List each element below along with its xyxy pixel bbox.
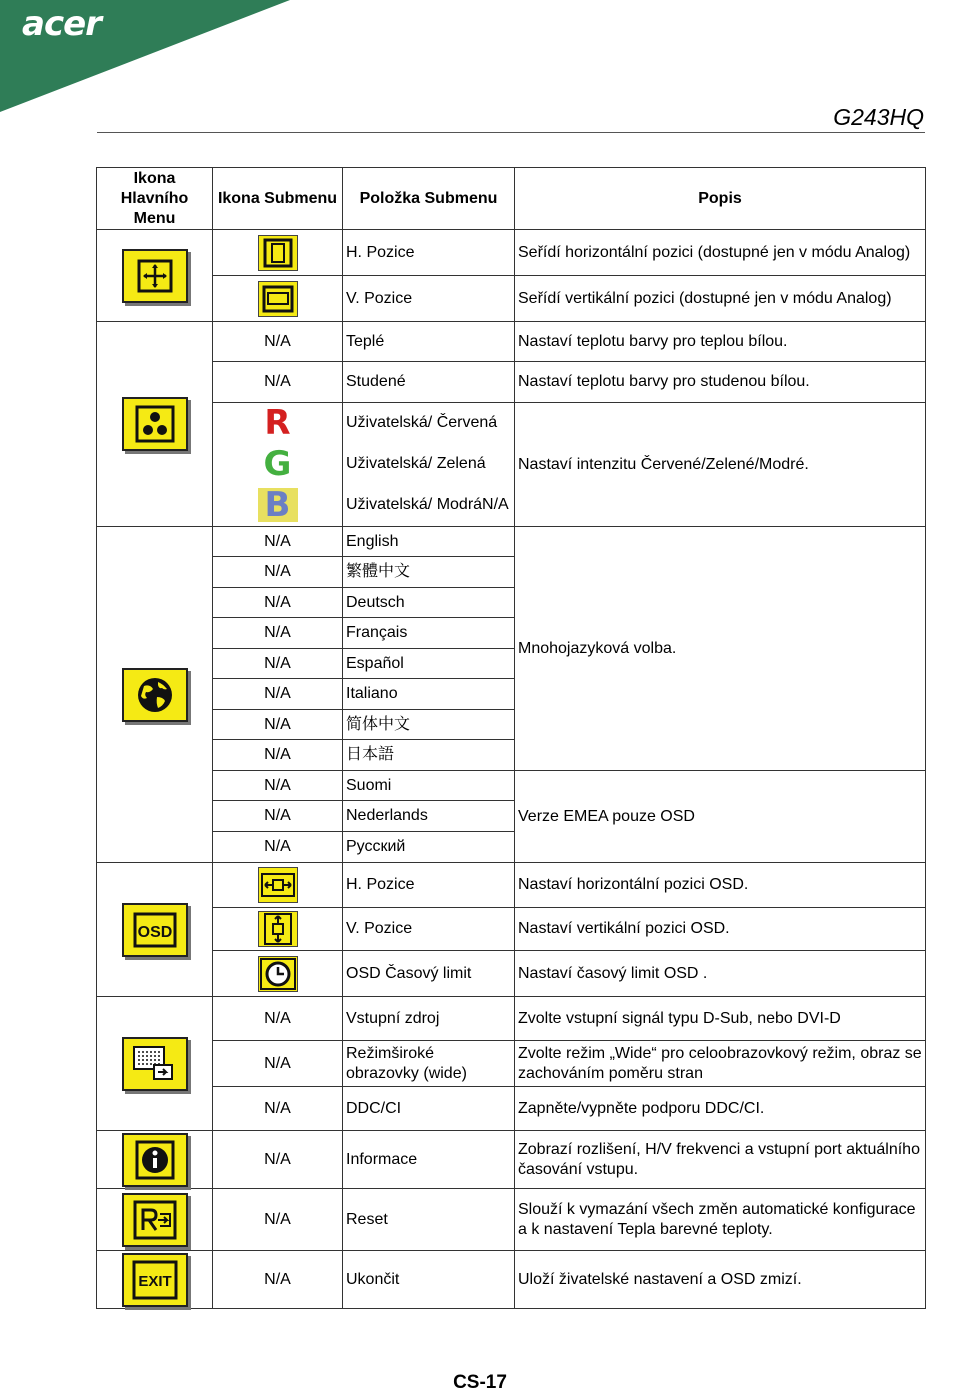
na-cell: N/A (213, 649, 343, 679)
lang-italiano: Italiano (343, 679, 515, 710)
info-icon (122, 1133, 188, 1187)
osd-menu-table (96, 167, 926, 1309)
na-cell: N/A (213, 362, 343, 403)
table-row (97, 362, 926, 403)
table-row (97, 951, 926, 997)
lang-english: English (343, 527, 515, 557)
table-row (97, 527, 926, 557)
table-row (97, 276, 926, 322)
item-exit: Ukončit (343, 1251, 515, 1309)
item-info: Informace (343, 1131, 515, 1189)
desc-emea: Verze EMEA pouze OSD (515, 771, 926, 863)
osd-icon-label: OSD (137, 923, 172, 941)
lang-suomi: Suomi (343, 771, 515, 801)
osd-v-position-icon (258, 911, 298, 947)
lang-nederlands: Nederlands (343, 801, 515, 832)
desc-wide-mode: Zvolte režim „Wide“ pro celoobrazovkový režim, obraz se zachováním poměru stran (515, 1041, 926, 1087)
globe-icon (122, 668, 188, 722)
lang-francais: Français (343, 618, 515, 649)
header-rule (97, 132, 925, 133)
table-row (97, 1041, 926, 1087)
table-row (97, 1087, 926, 1131)
desc-h-position: Seřídí horizontální pozici (dostupné jen v módu Analog) (515, 230, 926, 276)
item-ddc-ci: DDC/CI (343, 1087, 515, 1131)
item-red: Uživatelská/ Červená (343, 403, 515, 444)
lang-deutsch: Deutsch (343, 588, 515, 618)
color-icon (122, 397, 188, 451)
item-input-source: Vstupní zdroj (343, 997, 515, 1041)
na-cell: N/A (213, 618, 343, 649)
table-row (97, 1251, 926, 1309)
na-cell: N/A (213, 1189, 343, 1251)
desc-v-position: Seřídí vertikální pozici (dostupné jen v módu Analog) (515, 276, 926, 322)
osd-icon (122, 903, 188, 957)
table-row (97, 1131, 926, 1189)
v-position-icon (258, 281, 298, 317)
lang-japanese: 日本語 (343, 740, 515, 771)
exit-icon (122, 1253, 188, 1307)
na-cell: N/A (213, 832, 343, 863)
header-item: Položka Submenu (343, 168, 515, 230)
brand-banner (0, 0, 290, 112)
na-cell: N/A (213, 527, 343, 557)
table-row (97, 997, 926, 1041)
desc-osd-v-position: Nastaví vertikální pozici OSD. (515, 908, 926, 951)
na-cell: N/A (213, 557, 343, 588)
red-r-icon: R (264, 403, 291, 444)
input-setting-icon (122, 1037, 188, 1091)
table-row (97, 1189, 926, 1251)
desc-cool: Nastaví teplotu barvy pro studenou bílou. (515, 362, 926, 403)
clock-icon (258, 956, 298, 992)
item-h-position: H. Pozice (343, 230, 515, 276)
item-osd-h-position: H. Pozice (343, 863, 515, 908)
desc-warm: Nastaví teplotu barvy pro teplou bílou. (515, 322, 926, 362)
green-g-icon: G (263, 444, 292, 484)
table-row (97, 403, 926, 444)
item-green: Uživatelská/ Zelená (343, 444, 515, 485)
h-position-icon (258, 235, 298, 271)
na-cell: N/A (213, 740, 343, 771)
header-desc: Popis (515, 168, 926, 230)
na-cell: N/A (213, 322, 343, 362)
item-osd-timeout: OSD Časový limit (343, 951, 515, 997)
lang-simp-chinese: 简体中文 (343, 710, 515, 740)
exit-icon-label: EXIT (137, 1272, 172, 1290)
desc-exit: Uloží živatelské nastavení a OSD zmizí. (515, 1251, 926, 1309)
lang-russian: Русский (343, 832, 515, 863)
na-cell: N/A (213, 1251, 343, 1309)
table-row (97, 771, 926, 801)
page-number: CS-17 (453, 1372, 507, 1393)
na-cell: N/A (213, 1087, 343, 1131)
desc-reset: Slouží k vymazání všech změn automatické konfigurace a k nastavení Tepla barevné teploty. (515, 1189, 926, 1251)
position-icon (122, 249, 188, 303)
na-cell: N/A (213, 588, 343, 618)
item-reset: Reset (343, 1189, 515, 1251)
item-cool: Studené (343, 362, 515, 403)
na-cell: N/A (213, 1041, 343, 1087)
na-cell: N/A (213, 710, 343, 740)
na-cell: N/A (213, 1131, 343, 1189)
na-cell: N/A (213, 997, 343, 1041)
desc-input-source: Zvolte vstupní signál typu D-Sub, nebo DVI-D (515, 997, 926, 1041)
desc-language: Mnohojazyková volba. (515, 527, 926, 771)
table-row (97, 230, 926, 276)
desc-osd-timeout: Nastaví časový limit OSD . (515, 951, 926, 997)
item-v-position: V. Pozice (343, 276, 515, 322)
model-name: G243HQ (833, 104, 924, 130)
desc-rgb: Nastaví intenzitu Červené/Zelené/Modré. (515, 403, 926, 527)
table-row (97, 863, 926, 908)
na-cell: N/A (213, 679, 343, 710)
item-wide-mode: Režimširoké obrazovky (wide) (343, 1041, 515, 1087)
lang-espanol: Español (343, 649, 515, 679)
table-header-row (97, 168, 926, 230)
desc-osd-h-position: Nastaví horizontální pozici OSD. (515, 863, 926, 908)
desc-ddc-ci: Zapněte/vypněte podporu DDC/CI. (515, 1087, 926, 1131)
reset-icon (122, 1193, 188, 1247)
header-sub-icon: Ikona Submenu (213, 168, 343, 230)
desc-info: Zobrazí rozlišení, H/V frekvenci a vstupní port aktuálního časování vstupu. (515, 1131, 926, 1189)
item-osd-v-position: V. Pozice (343, 908, 515, 951)
na-cell: N/A (213, 801, 343, 832)
table-row (97, 908, 926, 951)
item-blue: Uživatelská/ ModráN/A (343, 485, 515, 527)
table-row (97, 322, 926, 362)
osd-h-position-icon (258, 867, 298, 903)
item-warm: Teplé (343, 322, 515, 362)
acer-logo: acer (22, 4, 101, 44)
lang-trad-chinese: 繁體中文 (343, 557, 515, 588)
header-main-icon: Ikona Hlavního Menu (97, 168, 213, 230)
na-cell: N/A (213, 771, 343, 801)
blue-b-icon: B (258, 488, 298, 522)
